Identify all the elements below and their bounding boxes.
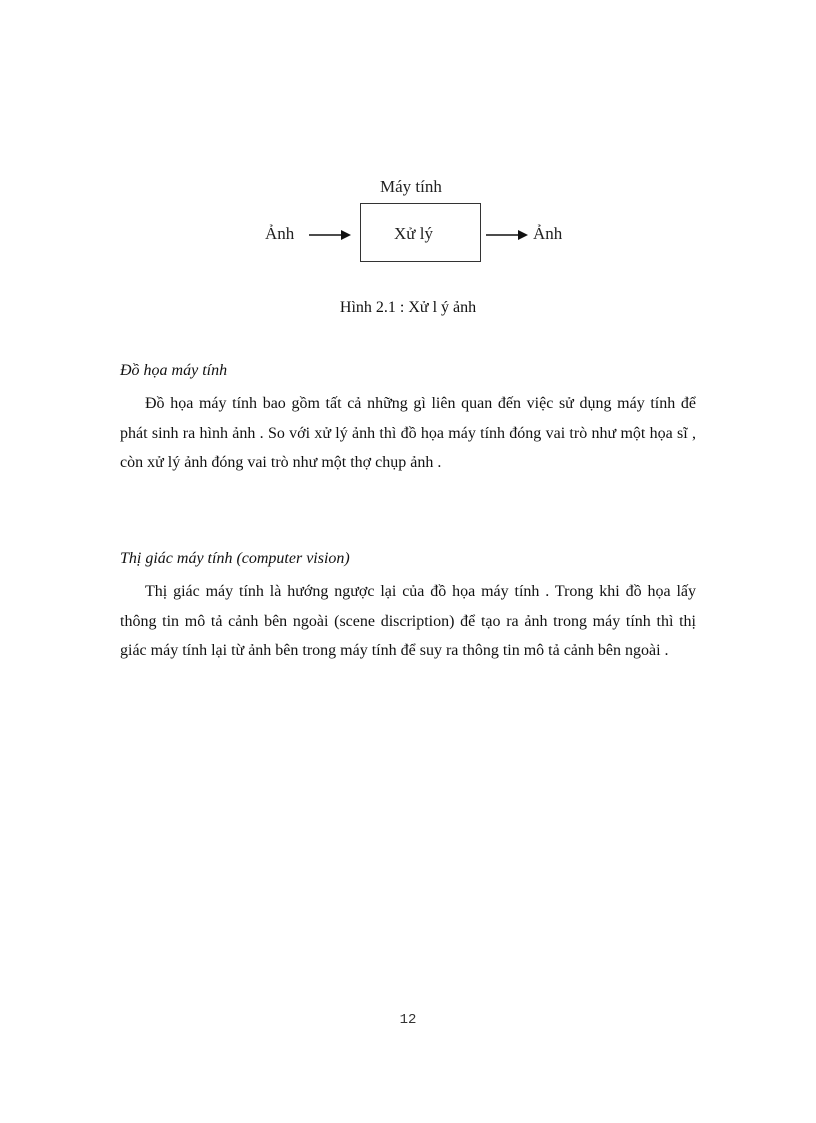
page-number: 12 bbox=[399, 1012, 417, 1028]
processing-box bbox=[360, 203, 481, 262]
figure-box-label: Xử lý bbox=[394, 224, 433, 243]
figure-image-processing bbox=[240, 175, 600, 275]
section-title-computer-vision: Thị giác máy tính (computer vision) bbox=[120, 550, 350, 567]
section-paragraph-computer-vision: Thị giác máy tính là hướng ngược lại của đồ họa máy tính . Trong khi đồ họa lấy thông tin mô tả cảnh bên ngoài (scene discription) để tạo ra ảnh trong máy tính thì thị giác máy tính lại từ ảnh bên trong máy tính để suy ra thông tin mô tả cảnh bên ngoài . bbox=[120, 583, 696, 659]
section-title-computer-graphics: Đồ họa máy tính bbox=[120, 362, 228, 379]
figure-top-label: Máy tính bbox=[380, 177, 442, 196]
figure-caption: Hình 2.1 : Xử l ý ảnh bbox=[339, 299, 477, 316]
input-arrow-icon bbox=[309, 227, 353, 243]
figure-output-label: Ảnh bbox=[533, 224, 563, 243]
output-arrow-icon bbox=[486, 227, 530, 243]
figure-input-label: Ảnh bbox=[265, 224, 295, 243]
section-paragraph-computer-graphics: Đồ họa máy tính bao gồm tất cả những gì liên quan đến việc sử dụng máy tính để phát sinh ra hình ảnh . So với xử lý ảnh thì đồ họa máy tính đóng vai trò như một họa sĩ , còn xử lý ảnh đóng vai trò như một thợ chụp ảnh . bbox=[120, 395, 696, 471]
